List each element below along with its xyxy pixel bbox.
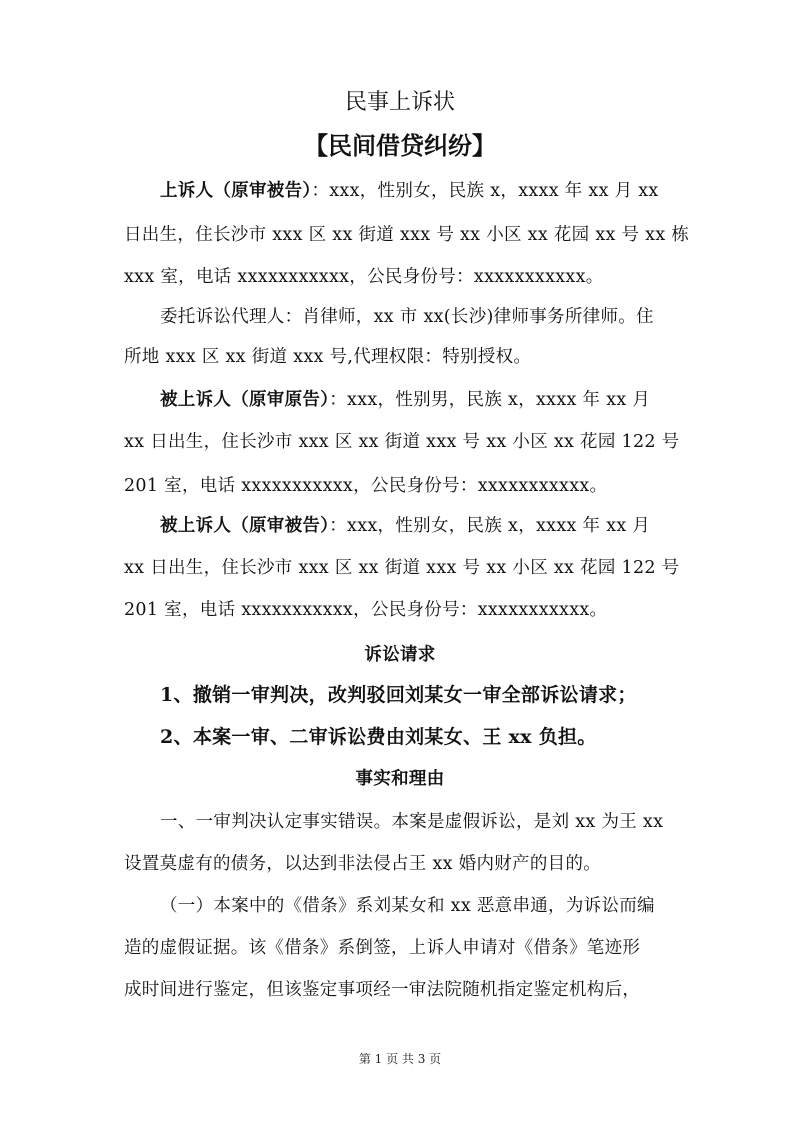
respondent2-line-1 <box>160 511 720 541</box>
fact2-line-2: 造的虚假证据。该《借条》系倒签，上诉人申请对《借条》笔迹形 <box>124 938 641 958</box>
respondent1-label: 被上诉人（原审原告） <box>160 390 330 410</box>
appellant-line-1 <box>160 176 720 206</box>
respondent2-info: ：xxx，性别女，民族 x，xxxx 年 xx 月 <box>329 516 651 536</box>
fact2-line-3: 成时间进行鉴定，但该鉴定事项经一审法院随机指定鉴定机构后， <box>124 980 641 1000</box>
agent-line-1: 委托诉讼代理人：肖律师，xx 市 xx(长沙)律师事务所律师。住 <box>160 307 654 327</box>
appellant-label: 上诉人（原审被告） <box>160 181 312 201</box>
claim-item: 2、本案一审、二审诉讼费由刘某女、王 xx 负担。 <box>160 726 597 748</box>
respondent1-info: ：xxx，性别男，民族 x，xxxx 年 xx 月 <box>329 390 651 410</box>
fact2-line-1: （一）本案中的《借条》系刘某女和 xx 恶意串通，为诉讼而编 <box>160 896 655 916</box>
respondent2-label: 被上诉人（原审被告） <box>160 516 330 536</box>
claims-heading: 诉讼请求 <box>364 645 436 665</box>
claim-item: 1、撤销一审判决，改判驳回刘某女一审全部诉讼请求； <box>160 684 637 706</box>
respondent1-line-3: 201 室，电话 xxxxxxxxxxx，公民身份号：xxxxxxxxxxx。 <box>124 476 608 496</box>
document-subtitle: 【民间借贷纠纷】 <box>304 131 496 160</box>
agent-line-2: 所地 xxx 区 xx 街道 xxx 号,代理权限：特别授权。 <box>124 347 532 367</box>
appellant-info: ：xxx，性别女，民族 x，xxxx 年 xx 月 xx <box>311 181 659 201</box>
appellant-line-2: 日出生，住长沙市 xxx 区 xx 街道 xxx 号 xx 小区 xx 花园 xx 号 xx 栋 <box>124 225 690 245</box>
respondent1-line-2: xx 日出生，住长沙市 xxx 区 xx 街道 xxx 号 xx 小区 xx 花园 122 号 <box>124 432 680 452</box>
page-footer: 第 1 页 共 3 页 <box>358 1052 442 1066</box>
respondent2-line-3: 201 室，电话 xxxxxxxxxxx，公民身份号：xxxxxxxxxxx。 <box>124 600 608 620</box>
respondent1-line-1 <box>160 385 720 415</box>
appellant-line-3: xxx 室，电话 xxxxxxxxxxx，公民身份号：xxxxxxxxxxx。 <box>124 267 604 287</box>
document-title: 民事上诉状 <box>344 90 455 115</box>
fact1-line-2: 设置莫虚有的债务，以达到非法侵占王 xx 婚内财产的目的。 <box>124 854 602 874</box>
respondent2-line-2: xx 日出生，住长沙市 xxx 区 xx 街道 xxx 号 xx 小区 xx 花园 122 号 <box>124 558 680 578</box>
fact1-line-1: 一、一审判决认定事实错误。本案是虚假诉讼，是刘 xx 为王 xx <box>160 812 664 832</box>
facts-heading: 事实和理由 <box>355 769 445 789</box>
